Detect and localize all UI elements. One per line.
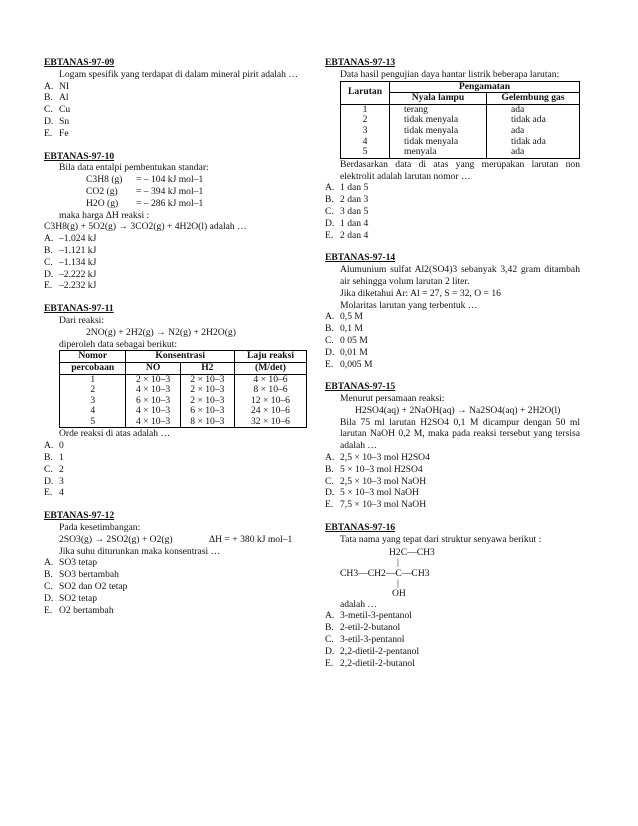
structural-formula [325, 547, 580, 599]
question-heading: EBTANAS-97-09 [44, 57, 115, 68]
question-given: Jika diketahui Ar: Al = 27, S = 32, O = 16 [340, 287, 501, 299]
option-e[interactable]: E. –2.232 kJ [44, 280, 97, 292]
question-intro: Tata nama yang tepat dari struktur senyawa berikut : [340, 533, 542, 545]
question-ask: Berdasarkan data di atas yang merupakan larutan non elektrolit adalah larutan nomor … [340, 158, 580, 182]
table-header: (M/det) [234, 362, 306, 374]
table-header: percobaan [60, 362, 126, 374]
option-b[interactable]: B. Al [44, 92, 69, 104]
option-list [325, 610, 580, 669]
question-ask: adalah … [340, 598, 378, 610]
table-header: Nomor [60, 351, 126, 363]
option-e[interactable]: E. 0,005 M [325, 358, 373, 370]
equilibrium-row [44, 534, 309, 546]
option-c[interactable]: C. Cu [44, 104, 71, 116]
option-list [325, 182, 580, 241]
conductivity-table [340, 81, 580, 159]
option-b[interactable]: B. SO3 bertambah [44, 569, 119, 581]
question-heading: EBTANAS-97-16 [325, 522, 396, 534]
option-a[interactable]: A. 0 [44, 440, 64, 452]
option-e[interactable]: E. 7,5 × 10–3 mol NaOH [325, 499, 427, 511]
table-row: 1 terang ada [341, 104, 580, 115]
option-a[interactable]: A. SO3 tetap [44, 557, 98, 569]
question-text: Bila 75 ml larutan H2SO4 0,1 M dicampur dengan 50 ml larutan NaOH 0,2 M, maka pada reaksi tersebut yang tersisa adalah … [340, 416, 580, 452]
table-header: NO [126, 362, 180, 374]
enthalpy-data-row: H2O (g) = – 286 kJ mol–1 [86, 197, 204, 209]
table-row: 5 menyala ada [341, 147, 580, 158]
question-heading: EBTANAS-97-11 [44, 303, 114, 315]
question-intro: Menurut persamaan reaksi: [340, 393, 445, 405]
question-heading: EBTANAS-97-12 [44, 510, 115, 522]
formula-top-group: H2C—CH3 [389, 546, 435, 558]
question-97-13 [325, 57, 580, 241]
rate-data-table [59, 350, 307, 428]
reaction-equation: 2SO3(g) → 2SO2(g) + O2(g) [59, 533, 173, 545]
option-a[interactable]: A. 0,5 M [325, 311, 363, 323]
option-a[interactable]: A. NI [44, 80, 70, 92]
option-e[interactable]: E. 4 [44, 487, 64, 499]
question-intro: Pada kesetimbangan: [59, 522, 141, 534]
enthalpy-data-row: C3H8 (g) = – 104 kJ mol–1 [86, 174, 204, 186]
option-b[interactable]: B. 0,1 M [325, 323, 363, 335]
table-header: Gelembung gas [486, 93, 579, 105]
table-row: 2 tidak menyala tidak ada [341, 115, 580, 126]
table-row: 4 tidak menyala tidak ada [341, 137, 580, 148]
question-heading: EBTANAS-97-15 [325, 381, 396, 393]
option-b[interactable]: B. 5 × 10–3 mol H2SO4 [325, 463, 423, 475]
option-e[interactable]: E. O2 bertambah [44, 604, 114, 616]
enthalpy-value: ΔH = + 380 kJ mol–1 [209, 533, 293, 545]
question-intro: Bila data entalpi pembentukan standar: [59, 162, 209, 174]
table-row: 3 tidak menyala ada [341, 126, 580, 137]
question-ask: Orde reaksi di atas adalah … [59, 428, 171, 440]
reaction-equation: 2NO(g) + 2H2(g) → N2(g) + 2H2O(g) [86, 326, 236, 338]
formula-bond: | [397, 556, 399, 568]
question-97-09 [44, 57, 309, 140]
question-intro: Dari reaksi: [59, 314, 105, 326]
reaction-equation: H2SO4(aq) + 2NaOH(aq) → Na2SO4(aq) + 2H2O(l) [355, 404, 561, 416]
question-intro: Data hasil pengujian daya hantar listrik beberapa larutan: [340, 68, 560, 80]
option-list [44, 440, 309, 499]
question-97-16 [325, 522, 580, 669]
option-c[interactable]: C. –1.134 kJ [44, 256, 97, 268]
option-list [325, 452, 580, 511]
option-e[interactable]: E. 2 dan 4 [325, 229, 369, 241]
question-heading: EBTANAS-97-13 [325, 57, 396, 68]
question-97-10 [44, 151, 309, 293]
option-a[interactable]: A. 3-metil-3-pentanol [325, 610, 412, 622]
option-d[interactable]: D. 0,01 M [325, 346, 368, 358]
question-heading: EBTANAS-97-14 [325, 252, 396, 264]
question-ask: Molaritas larutan yang terbentuk … [340, 299, 478, 311]
table-row: 4 4 × 10–3 6 × 10–3 24 × 10–6 [60, 406, 307, 417]
option-c[interactable]: C. 2,5 × 10–3 mol NaOH [325, 475, 427, 487]
formula-bond: | [397, 577, 399, 589]
option-a[interactable]: A. 1 dan 5 [325, 182, 369, 194]
option-a[interactable]: A. –1.024 kJ [44, 233, 97, 245]
formula-hydroxyl: OH [392, 587, 406, 599]
table-header: Nyala lampu [390, 93, 487, 105]
reaction-equation: C3H8(g) + 5O2(g) → 3CO2(g) + 4H2O(l) adalah … [44, 221, 247, 233]
question-97-12 [44, 510, 309, 616]
option-list [325, 311, 580, 370]
question-97-15 [325, 381, 580, 511]
option-c[interactable]: C. 0 05 M [325, 334, 368, 346]
table-row: 3 6 × 10–3 2 × 10–3 12 × 10–6 [60, 396, 307, 407]
option-list [44, 557, 309, 616]
table-row: 5 4 × 10–3 8 × 10–3 32 × 10–6 [60, 417, 307, 428]
option-e[interactable]: E. Fe [44, 127, 69, 139]
table-header: Konsentrasi [126, 351, 235, 363]
option-c[interactable]: C. SO2 dan O2 tetap [44, 581, 128, 593]
option-b[interactable]: B. 1 [44, 452, 64, 464]
table-header: H2 [180, 362, 234, 374]
left-column [44, 57, 309, 627]
option-a[interactable]: A. 2,5 × 10–3 mol H2SO4 [325, 452, 430, 464]
table-header: Larutan [341, 81, 390, 104]
question-ask: Jika suhu diturunkan maka konsentrasi … [59, 545, 221, 557]
question-text: Alumunium sulfat Al2(SO4)3 sebanyak 3,42 gram ditambah air sehingga volum larutan 2 liter. [340, 264, 580, 287]
option-b[interactable]: B. –1.121 kJ [44, 244, 97, 256]
question-after: diperoleh data sebagai berikut: [59, 338, 178, 350]
right-column [325, 57, 580, 680]
table-row: 1 2 × 10–3 2 × 10–3 4 × 10–6 [60, 374, 307, 385]
option-c[interactable]: C. 2 [44, 463, 64, 475]
option-d[interactable]: D. 2,2-dietil-2-pentanol [325, 645, 420, 657]
option-list [44, 233, 309, 292]
question-97-14 [325, 252, 580, 370]
option-c[interactable]: C. 3-etil-3-pentanol [325, 634, 405, 646]
option-b[interactable]: B. 2-etil-2-butanol [325, 622, 401, 634]
option-d[interactable]: D. 5 × 10–3 mol NaOH [325, 487, 419, 499]
table-header: Pengamatan [390, 81, 580, 93]
option-d[interactable]: D. 1 dan 4 [325, 217, 369, 229]
option-b[interactable]: B. 2 dan 3 [325, 194, 369, 206]
option-c[interactable]: C. 3 dan 5 [325, 205, 369, 217]
question-text: Logam spesifik yang terdapat di dalam mineral pirit adalah … [59, 68, 298, 80]
enthalpy-data-row: CO2 (g) = – 394 kJ mol–1 [86, 185, 204, 197]
question-97-11 [44, 303, 309, 499]
formula-main-chain: CH3—CH2—C—CH3 [340, 567, 430, 579]
question-ask: maka harga ΔH reaksi : [59, 209, 150, 221]
option-d[interactable]: D. –2.222 kJ [44, 268, 97, 280]
table-row: 2 4 × 10–3 2 × 10–3 8 × 10–6 [60, 385, 307, 396]
option-d[interactable]: D. SO2 tetap [44, 592, 98, 604]
option-list [44, 81, 309, 140]
option-d[interactable]: D. Sn [44, 115, 70, 127]
option-d[interactable]: D. 3 [44, 475, 64, 487]
table-header: Laju reaksi [234, 351, 306, 363]
option-e[interactable]: E. 2,2-dietil-2-butanol [325, 657, 415, 669]
question-heading: EBTANAS-97-10 [44, 150, 115, 162]
